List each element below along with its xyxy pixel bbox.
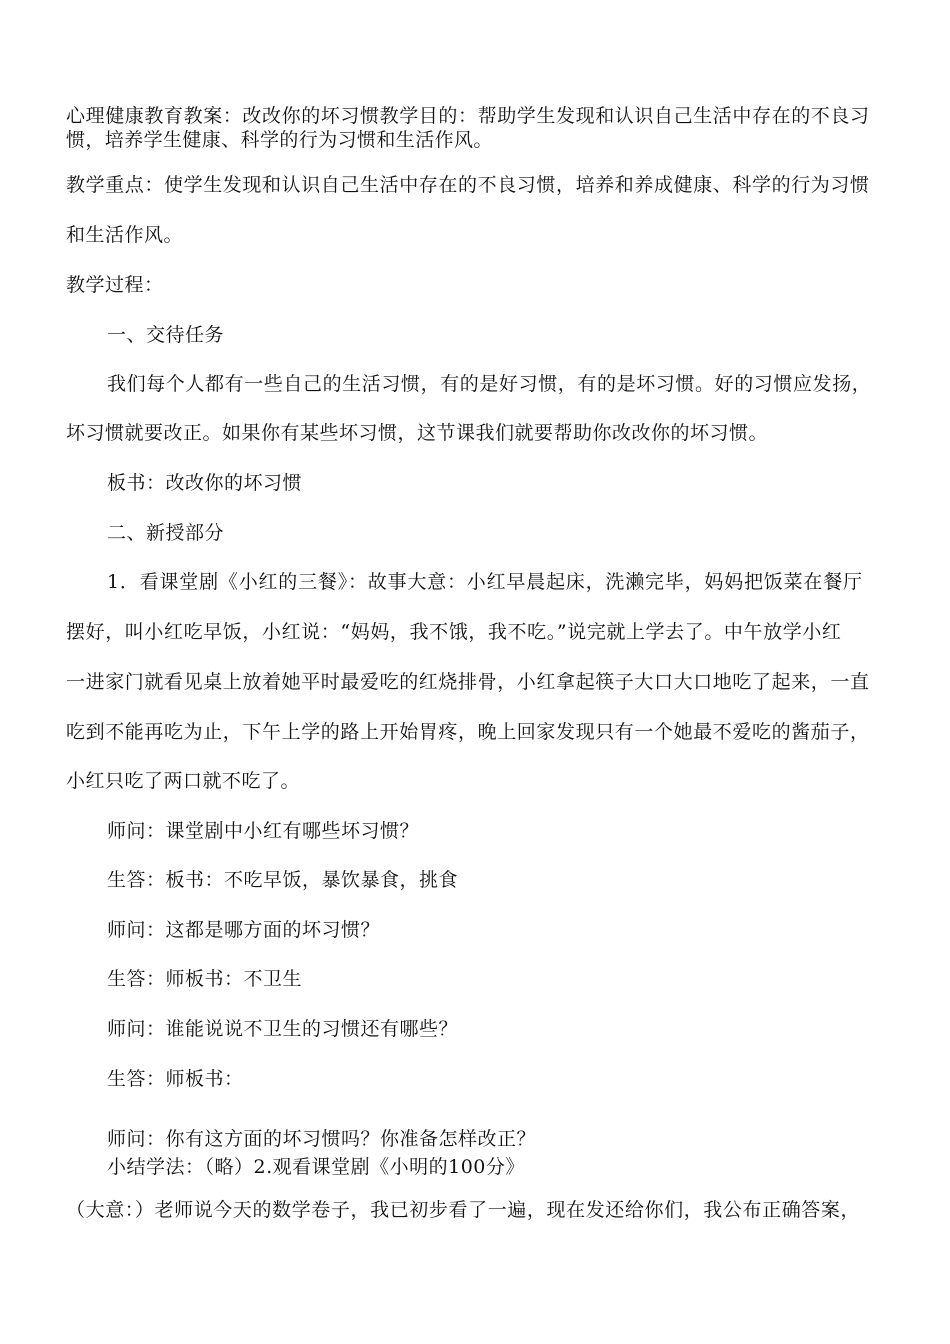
text-line: 教学过程：	[66, 274, 164, 296]
text-line: 一进家门就看见桌上放着她平时最爱吃的红烧排骨，小红拿起筷子大口大口地吃了起来，一直	[66, 671, 870, 693]
text-line: （大意：）老师说今天的数学卷子，我已初步看了一遍，现在发还给你们，我公布正确答案，	[66, 1199, 861, 1221]
text-line: 小结学法：（略）2.观看课堂剧《小明的100分》	[107, 1156, 525, 1178]
text-line: 我们每个人都有一些自己的生活习惯，有的是好习惯，有的是坏习惯。好的习惯应发扬，	[107, 373, 872, 395]
text-line: 生答：师板书：不卫生	[107, 968, 303, 990]
text-line: 惯，培养学生健康、科学的行为习惯和生活作风。	[66, 129, 493, 151]
text-line: 坏习惯就要改正。如果你有某些坏习惯，这节课我们就要帮助你改改你的坏习惯。	[66, 422, 769, 444]
text-line: 教学重点：使学生发现和认识自己生活中存在的不良习惯，培养和养成健康、科学的行为习惯	[66, 174, 870, 196]
text-line: 生答：板书：不吃早饭，暴饮暴食，挑食	[107, 869, 459, 891]
text-line: 师问：这都是哪方面的坏习惯？	[107, 919, 381, 941]
text-line: 和生活作风。	[66, 224, 184, 246]
text-line: 生答：师板书：	[107, 1068, 244, 1090]
text-line: 师问：你有这方面的坏习惯吗？你准备怎样改正？	[107, 1128, 537, 1150]
text-line: 小红只吃了两口就不吃了。	[66, 770, 301, 792]
text-line: 师问：课堂剧中小红有哪些坏习惯？	[107, 820, 420, 842]
text-line: 板书：改改你的坏习惯	[107, 472, 303, 494]
text-line: 1．看课堂剧《小红的三餐》：故事大意：小红早晨起床，洗濑完毕，妈妈把饭菜在餐厅	[107, 571, 863, 593]
text-line: 吃到不能再吃为止，下午上学的路上开始胃疼，晚上回家发现只有一个她最不爱吃的酱茄子，	[66, 721, 870, 743]
text-line: 摆好，叫小红吃早饭，小红说：“妈妈，我不饿，我不吃。”说完就上学去了。中午放学小红	[66, 621, 842, 643]
section-heading: 二、新授部分	[107, 522, 225, 544]
text-line: 师问：谁能说说不卫生的习惯还有哪些？	[107, 1018, 459, 1040]
section-heading: 一、交待任务	[107, 324, 225, 346]
text-line: 心理健康教育教案：改改你的坏习惯教学目的：帮助学生发现和认识自己生活中存在的不良习	[66, 105, 870, 127]
